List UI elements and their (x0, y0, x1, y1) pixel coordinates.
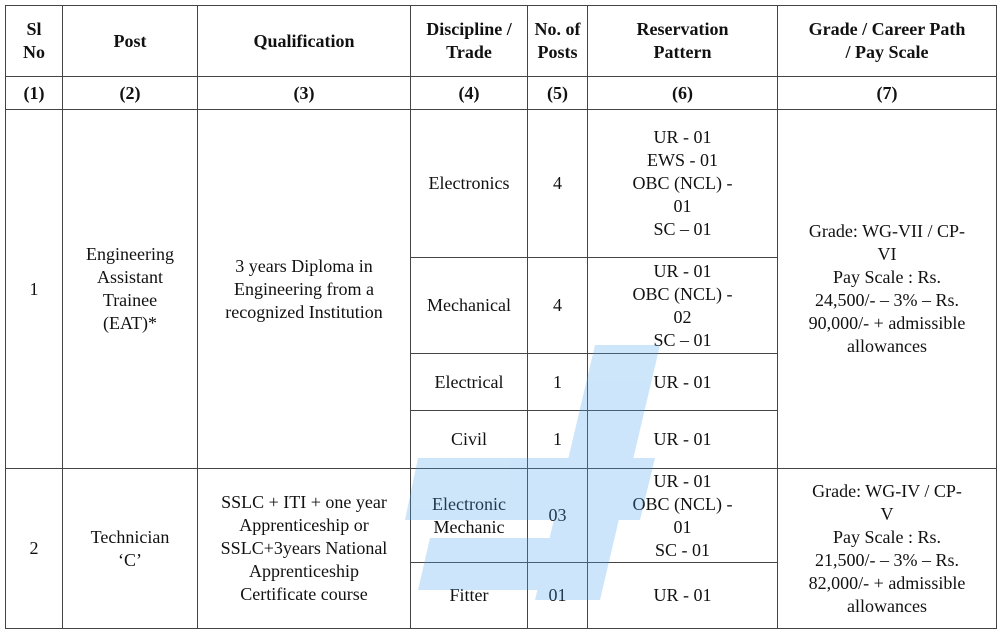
table-row (6, 110, 997, 258)
posts-cell: 1 (528, 354, 588, 411)
header-qualification: Qualification (198, 6, 411, 77)
discipline-cell: Electrical (411, 354, 528, 411)
header-discipline: Discipline / Trade (411, 6, 528, 77)
header-row (6, 6, 997, 77)
post-cell: Technician ‘C’ (63, 469, 198, 629)
reservation-cell: UR - 01 EWS - 01 OBC (NCL) - 01 SC – 01 (588, 110, 778, 258)
reservation-cell: UR - 01 (588, 354, 778, 411)
reservation-cell: UR - 01 (588, 563, 778, 629)
grade-cell: Grade: WG-IV / CP- V Pay Scale : Rs. 21,500/- – 3% – Rs. 82,000/- + admissible allowances (778, 469, 997, 629)
discipline-cell: Fitter (411, 563, 528, 629)
col-number: (2) (63, 77, 198, 110)
discipline-cell: Civil (411, 411, 528, 469)
posts-cell: 4 (528, 258, 588, 354)
column-number-row (6, 77, 997, 110)
qualification-cell: 3 years Diploma in Engineering from a recognized Institution (198, 110, 411, 469)
qualification-cell: SSLC + ITI + one year Apprenticeship or SSLC+3years National Apprenticeship Certificate course (198, 469, 411, 629)
posts-cell: 03 (528, 469, 588, 563)
header-no-of-posts: No. of Posts (528, 6, 588, 77)
discipline-cell: Mechanical (411, 258, 528, 354)
table-row (6, 469, 997, 563)
header-reservation: Reservation Pattern (588, 6, 778, 77)
posts-cell: 4 (528, 110, 588, 258)
col-number: (6) (588, 77, 778, 110)
reservation-cell: UR - 01 OBC (NCL) - 02 SC – 01 (588, 258, 778, 354)
col-number: (4) (411, 77, 528, 110)
grade-cell: Grade: WG-VII / CP- VI Pay Scale : Rs. 24,500/- – 3% – Rs. 90,000/- + admissible allowances (778, 110, 997, 469)
col-number: (7) (778, 77, 997, 110)
discipline-cell: Electronics (411, 110, 528, 258)
col-number: (5) (528, 77, 588, 110)
reservation-cell: UR - 01 (588, 411, 778, 469)
reservation-cell: UR - 01 OBC (NCL) - 01 SC - 01 (588, 469, 778, 563)
col-number: (3) (198, 77, 411, 110)
header-post: Post (63, 6, 198, 77)
col-number: (1) (6, 77, 63, 110)
posts-cell: 01 (528, 563, 588, 629)
recruitment-table (5, 5, 997, 629)
discipline-cell: Electronic Mechanic (411, 469, 528, 563)
sl-no-cell: 1 (6, 110, 63, 469)
posts-cell: 1 (528, 411, 588, 469)
header-grade: Grade / Career Path / Pay Scale (778, 6, 997, 77)
post-cell: Engineering Assistant Trainee (EAT)* (63, 110, 198, 469)
header-sl-no: Sl No (6, 6, 63, 77)
sl-no-cell: 2 (6, 469, 63, 629)
